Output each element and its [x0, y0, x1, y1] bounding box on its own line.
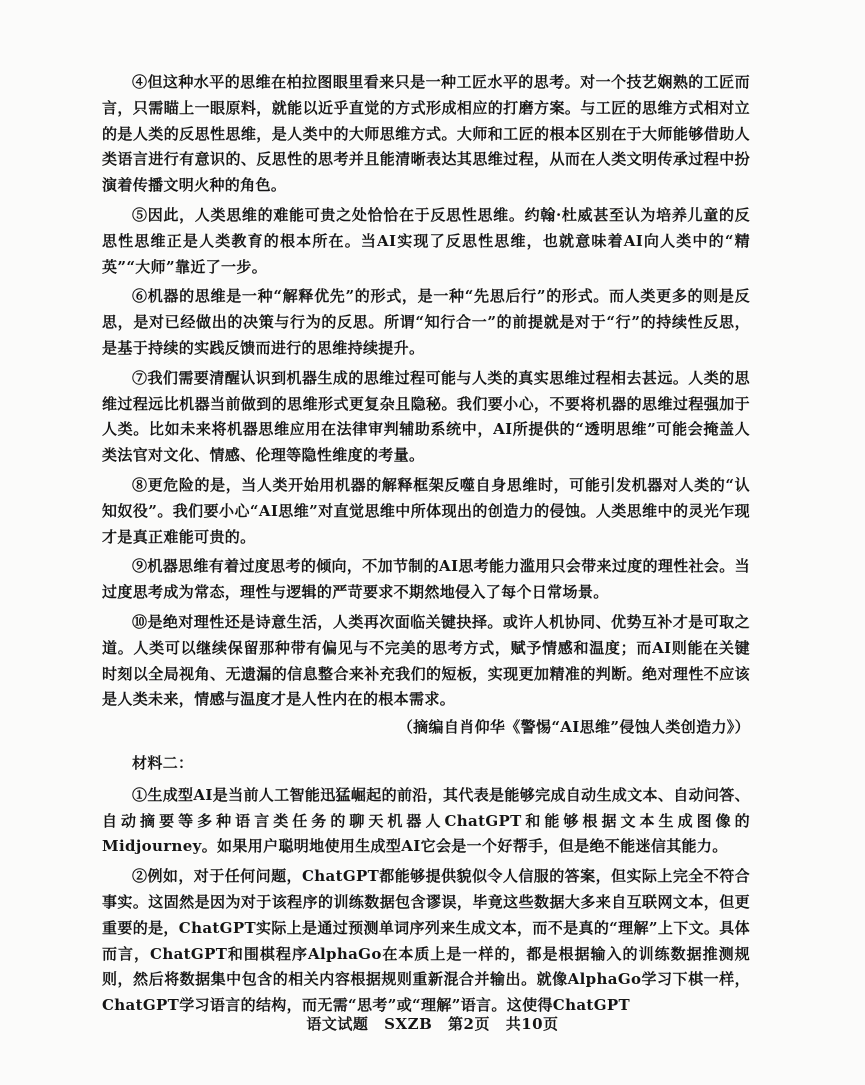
page-body: [102, 70, 750, 1019]
paragraph-5: ⑤因此，人类思维的难能可贵之处恰恰在于反思性思维。约翰·杜威甚至认为培养儿童的反思性思维正是人类教育的根本所在。当AI实现了反思性思维，也就意味着AI向人类中的“精英”“大师”靠近了一步。: [102, 205, 750, 276]
paragraph-8: ⑧更危险的是，当人类开始用机器的解释框架反噬自身思维时，可能引发机器对人类的“认知奴役”。我们要小心“AI思维”对直觉思维中所体现出的创造力的侵蚀。人类思维中的灵光乍现才是真正难能可贵的。: [102, 475, 750, 546]
footer-code: SXZB: [384, 1015, 433, 1033]
material-two-paragraph-1: ①生成型AI是当前人工智能迅猛崛起的前沿，其代表是能够完成自动生成文本、自动问答、自动摘要等多种语言类任务的聊天机器人ChatGPT和能够根据文本生成图像的Midjourney。如果用户聪明地使用生成型AI它会是一个好帮手，但是绝不能迷信其能力。: [102, 785, 751, 856]
footer-page: 第2页: [448, 1015, 490, 1033]
material-two-label: 材料二：: [132, 753, 194, 772]
footer-total: 共10页: [505, 1015, 559, 1033]
paragraph-4: ④但这种水平的思维在柏拉图眼里看来只是一种工匠水平的思考。对一个技艺娴熟的工匠而言，只需瞄上一眼原料，就能以近乎直觉的方式形成相应的打磨方案。与工匠的思维方式相对立的是人类的反思性思维，是人类中的大师思维方式。大师和工匠的根本区别在于大师能够借助人类语言进行有意识的、反思性的思考并且能清晰表达其思维过程，从而在人类文明传承过程中扮演着传播文明火种的角色。: [102, 73, 750, 195]
paragraph-7: ⑦我们需要清醒认识到机器生成的思维过程可能与人类的真实思维过程相去甚远。人类的思维过程远比机器当前做到的思维形式更复杂且隐秘。我们要小心，不要将机器的思维过程强加于人类。比如未来将机器思维应用在法律审判辅助系统中，AI所提供的“透明思维”可能会掩盖人类法官对文化、情感、伦理等隐性维度的考量。: [102, 368, 750, 465]
paragraph-9: ⑨机器思维有着过度思考的倾向，不加节制的AI思考能力滥用只会带来过度的理性社会。当过度思考成为常态，理性与逻辑的严苛要求不期然地侵入了每个日常场景。: [102, 557, 751, 602]
source-citation: （摘编自肖仰华《警惕“AI思维”侵蚀人类创造力》）: [397, 718, 750, 737]
paragraph-6: ⑥机器的思维是一种“解释优先”的形式，是一种“先思后行”的形式。而人类更多的则是反思，是对已经做出的决策与行为的反思。所谓“知行合一”的前提就是对于“行”的持续性反思，是基于持续的实践反馈而进行的思维持续提升。: [102, 287, 750, 357]
material-two-paragraph-2: ②例如，对于任何问题，ChatGPT都能够提供貌似令人信服的答案，但实际上完全不符合事实。这固然是因为对于该程序的训练数据包含谬误，毕竟这些数据大多来自互联网文本，但更重要的是，ChatGPT实际上是通过预测单词序列来生成文本，而不是真的“理解”上下文。具体而言，ChatGPT和围棋程序AlphaGo在本质上是一样的，都是根据输入的训练数据推测规则，然后将数据集中包含的相关内容根据规则重新混合并输出。就像AlphaGo学习下棋一样，ChatGPT学习语言的结构，而无需“思考”或“理解”语言。这使得ChatGPT: [102, 867, 750, 1015]
page-footer: [0, 1013, 865, 1034]
paragraph-10: ⑩是绝对理性还是诗意生活，人类再次面临关键抉择。或许人机协同、优势互补才是可取之道。人类可以继续保留那种带有偏见与不完美的思考方式，赋予情感和温度；而AI则能在关键时刻以全局视角、无遗漏的信息整合来补充我们的短板，实现更加精准的判断。绝对理性不应该是人类未来，情感与温度才是人性内在的根本需求。: [102, 612, 750, 709]
footer-subject: 语文试题: [306, 1015, 369, 1033]
